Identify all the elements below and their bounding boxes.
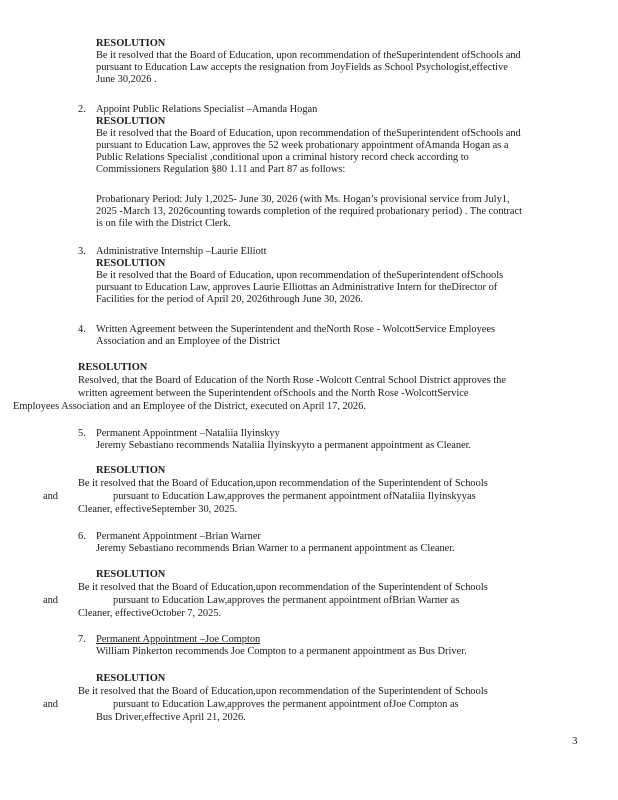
resolution-heading: RESOLUTION [78,362,148,373]
resolution-line: Commissioners Regulation §80 1.11 and Part 87 as follows: [96,164,346,175]
probation-line: 2025 -March 13, 2026counting towards completion of the required probationary period) . The contract [96,206,522,217]
resolution-heading: RESOLUTION [96,569,166,580]
item-number: 7. [78,634,86,645]
item-5 [96,428,471,452]
resolution-line: Facilities for the period of April 20, 2026through June 30, 2026. [96,294,363,305]
resolution-line: pursuant to Education Law,approves the permanent appointment ofNataliia Ilyinskyyas [113,491,476,502]
item-title: Administrative Internship –Laurie Elliott [96,246,267,257]
resolution-line: pursuant to Education Law, approves the 52 week probationary appointment ofAmanda Hogan as a [96,140,509,151]
resolution-line: Be it resolved that the Board of Education,upon recommendation of the Superintendent of Schools [78,582,488,593]
resolution-line: Public Relations Specialist ,conditional upon a criminal history record check according to [96,152,469,163]
probation-line: is on file with the District Clerk. [96,218,231,229]
item-title: Permanent Appointment –Brian Warner [96,531,261,542]
item-number: 3. [78,246,86,257]
resolution-line: Be it resolved that the Board of Education,upon recommendation of the Superintendent of Schools [78,478,488,489]
item-2 [96,104,521,176]
item-title: Appoint Public Relations Specialist –Amanda Hogan [96,104,318,115]
item-title: Written Agreement between the Superintendent and theNorth Rose - WolcottService Employees [96,324,496,335]
resolution-line: Be it resolved that the Board of Education,upon recommendation of the Superintendent of Schools [78,686,488,697]
item-number: 2. [78,104,86,115]
resolution-line: Cleaner, effectiveOctober 7, 2025. [78,608,222,619]
item-3 [96,246,503,306]
item-6 [96,531,455,555]
and-word: and [43,595,59,606]
probation-line: Probationary Period: July 1,2025- June 30, 2026 (with Ms. Hogan’s provisional service from July1, [96,194,510,205]
item-7 [96,634,467,658]
recommendation: Jeremy Sebastiano recommends Nataliia Ilyinskyyto a permanent appointment as Cleaner. [96,440,472,451]
resolution-line: pursuant to Education Law,approves the permanent appointment ofJoe Compton as [113,699,459,710]
resolution-line: pursuant to Education Law accepts the resignation from JoyFields as School Psychologist,effective [96,62,508,73]
item-title: Association and an Employee of the District [96,336,281,347]
resolution-line: written agreement between the Superintendent ofSchools and the North Rose -WolcottService [78,388,469,399]
resolution-heading: RESOLUTION [96,465,166,476]
resolution-line: Resolved, that the Board of Education of the North Rose -Wolcott Central School District approves the [78,375,506,386]
resolution-item-1 [96,38,521,86]
resolution-line: Be it resolved that the Board of Education, upon recommendation of theSuperintendent ofSchools [96,270,504,281]
resolution-line: pursuant to Education Law,approves the permanent appointment ofBrian Warner as [113,595,460,606]
item-number: 5. [78,428,86,439]
recommendation: William Pinkerton recommends Joe Compton to a permanent appointment as Bus Driver. [96,646,467,657]
resolution-heading: RESOLUTION [96,673,166,684]
item-4 [96,324,495,348]
resolution-line: June 30,2026 . [96,74,157,85]
resolution-line: Be it resolved that the Board of Education, upon recommendation of theSuperintendent ofSchools and [96,50,521,61]
resolution-heading: RESOLUTION [96,38,166,49]
resolution-line: Be it resolved that the Board of Education, upon recommendation of theSuperintendent ofSchools and [96,128,521,139]
and-word: and [43,491,59,502]
resolution-line: Cleaner, effectiveSeptember 30, 2025. [78,504,238,515]
item-title: Permanent Appointment –Nataliia Ilyinskyy [96,428,280,439]
item-number: 4. [78,324,86,335]
resolution-line: pursuant to Education Law, approves Laurie Elliottas an Administrative Intern for theDirector of [96,282,498,293]
resolution-line: Bus Driver,effective April 21, 2026. [96,712,246,723]
resolution-line: Employees Association and an Employee of the District, executed on April 17, 2026. [13,401,366,412]
recommendation: Jeremy Sebastiano recommends Brian Warner to a permanent appointment as Cleaner. [96,543,455,554]
probationary-period [96,194,522,230]
item-number: 6. [78,531,86,542]
page-number: 3 [572,735,578,747]
and-word: and [43,699,59,710]
resolution-heading: RESOLUTION [96,258,166,269]
resolution-heading: RESOLUTION [96,116,166,127]
item-title: Permanent Appointment –Joe Compton [96,634,261,645]
